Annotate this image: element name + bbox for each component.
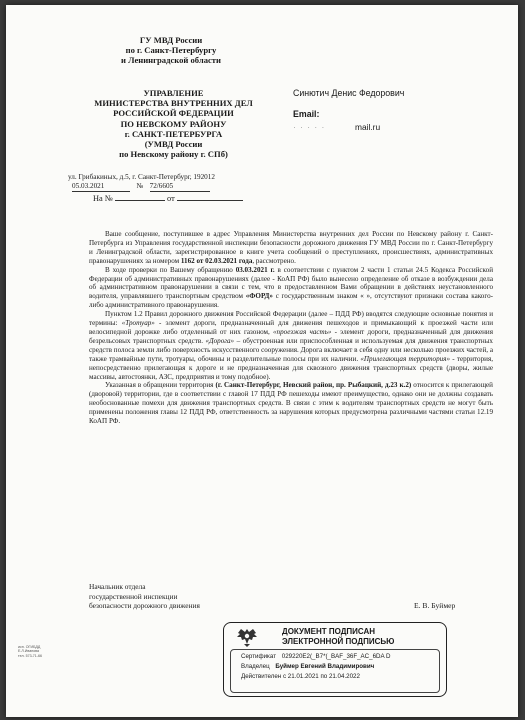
signatory-name: Е. В. Буймер: [414, 601, 456, 610]
department-line: РОССИЙСКОЙ ФЕДЕРАЦИИ: [113, 108, 234, 119]
department-line: (УМВД России: [144, 139, 203, 150]
department-line: г. САНКТ-ПЕТЕРБУРГА: [124, 128, 223, 139]
reference-from-label: от: [167, 194, 175, 203]
stamp-title-2: ЭЛЕКТРОННОЙ ПОДПИСЬЮ: [282, 637, 395, 646]
stamp-title-1: ДОКУМЕНТ ПОДПИСАН: [282, 627, 376, 636]
executor-note: исп. ОГИБДД Е.Л.Иванова тел. 573-71-66: [18, 645, 42, 658]
outgoing-number: 72/6605: [150, 182, 210, 192]
recipient-email-domain: mail.ru: [355, 122, 381, 132]
stamp-details: [230, 649, 440, 693]
paragraph-4: Указанная в обращении территория (г. Санкт-Петербург, Невский район, пр. Рыбацкий, д.23 к.2) относится к прилегающей (дворовой) территории, где в соответствии с главой 17 ПДД РФ пешеходы имеют преимущество, однако они не должны создавать необоснованные помехи для движения транспортных средств. В связи с этим к водителям транспортных средств не могут быть применены положения главы 12 ПДД РФ, ответственность за нарушения которых предусмотрена различными частями статьи 12.19 КоАП РФ.: [89, 381, 493, 426]
outgoing-date: 05.03.2021: [72, 182, 130, 192]
reference-date-field: [177, 200, 243, 201]
department-line: УПРАВЛЕНИЕ: [143, 88, 204, 98]
agency-line: ГУ МВД России: [139, 35, 203, 45]
outgoing-row: [72, 182, 292, 192]
department-line: МИНИСТЕРСТВА ВНУТРЕННИХ ДЕЛ: [94, 98, 253, 109]
electronic-signature-stamp: [223, 622, 447, 697]
agency-line: по г. Санкт-Петербургу: [125, 45, 217, 56]
recipient-name: Синютич Денис Федорович: [293, 88, 405, 98]
stamp-certificate: Сертификат 029220E2(_B7*(_BAF_36F_AC_6DA D: [241, 653, 391, 660]
double-headed-eagle-icon: [234, 626, 260, 648]
reference-row: [93, 194, 243, 203]
reference-no-label: На №: [93, 194, 113, 203]
recipient-email-label: Email:: [293, 109, 320, 119]
letter-body: [89, 230, 493, 426]
paragraph-2: В ходе проверки по Вашему обращению 03.03.2021 г. в соответствии с пунктом 2 части 1 статьи 24.5 Кодекса Российской Федерации об административных правонарушениях (далее - КоАП РФ) было вынесено определение об отказе в возбуждении дела об административном правонарушении в связи с тем, что в предоставленном Вами обращении в действиях неустановленного водителя, управлявшего транспортным средством «ФОРД» с государственным знаком « », отсутствуют признаки состава какого-либо административного правонарушения.: [89, 265, 493, 310]
agency-address: ул. Грибакиных, д.5, г. Санкт-Петербург, 192012: [68, 173, 215, 181]
agency-line: и Ленинградской области: [121, 55, 221, 66]
paragraph-1: Ваше сообщение, поступившее в адрес Управления Министерства внутренних дел России по Невскому району г. Санкт-Петербурга из Управления государственной инспекции безопасности дорожного движения ГУ МВД России по г. Санкт-Петербургу и Ленинградской области, зарегистрированное в книге учета сообщений о преступлениях, происшествиях, административных правонарушениях за номером 1162 от 02.03.2021 года, рассмотрено.: [89, 230, 493, 265]
department-header: [91, 88, 256, 159]
letter-page: [6, 5, 518, 717]
stamp-owner: Владелец Буймер Евгений Владимирович: [241, 663, 375, 670]
recipient-email: [293, 122, 380, 132]
signature-title: Начальник отдела государственной инспекции безопасности дорожного движения: [89, 582, 200, 611]
reference-no-field: [115, 200, 165, 201]
outgoing-no-label: №: [136, 182, 144, 190]
agency-header: [101, 35, 241, 66]
redacted-email-part: · · · · ·: [293, 122, 326, 132]
department-line: по Невскому району г. СПб): [119, 149, 228, 160]
department-line: ПО НЕВСКОМУ РАЙОНУ: [120, 118, 227, 129]
paragraph-3: Пунктом 1.2 Правил дорожного движения Российской Федерации (далее – ПДД РФ) вводятся следующие основные понятия и термины: «Тротуар» - элемент дороги, предназначенный для движения пешеходов и примыкающий к проезжей части или велосипедной дорожке либо отделенный от них газоном, «проезжая часть» - элемент дороги, предназначенный для движения безрельсовых транспортных средств. «Дорога» – обустроенная или приспособленная и используемая для движения транспортных средств полоса земли либо поверхность искусственного сооружения. Дорога включает в себя одну или несколько проезжих частей, а также трамвайные пути, тротуары, обочины и разделительные полосы при их наличии. «Прилегающая территория» - территория, непосредственно прилегающая к дороге и не предназначенная для сквозного движения транспортных средств (дворы, жилые массивы, автостоянки, АЗС, предприятия и тому подобное).: [89, 310, 494, 381]
stamp-validity: Действителен с 21.01.2021 по 21.04.2022: [241, 673, 360, 680]
